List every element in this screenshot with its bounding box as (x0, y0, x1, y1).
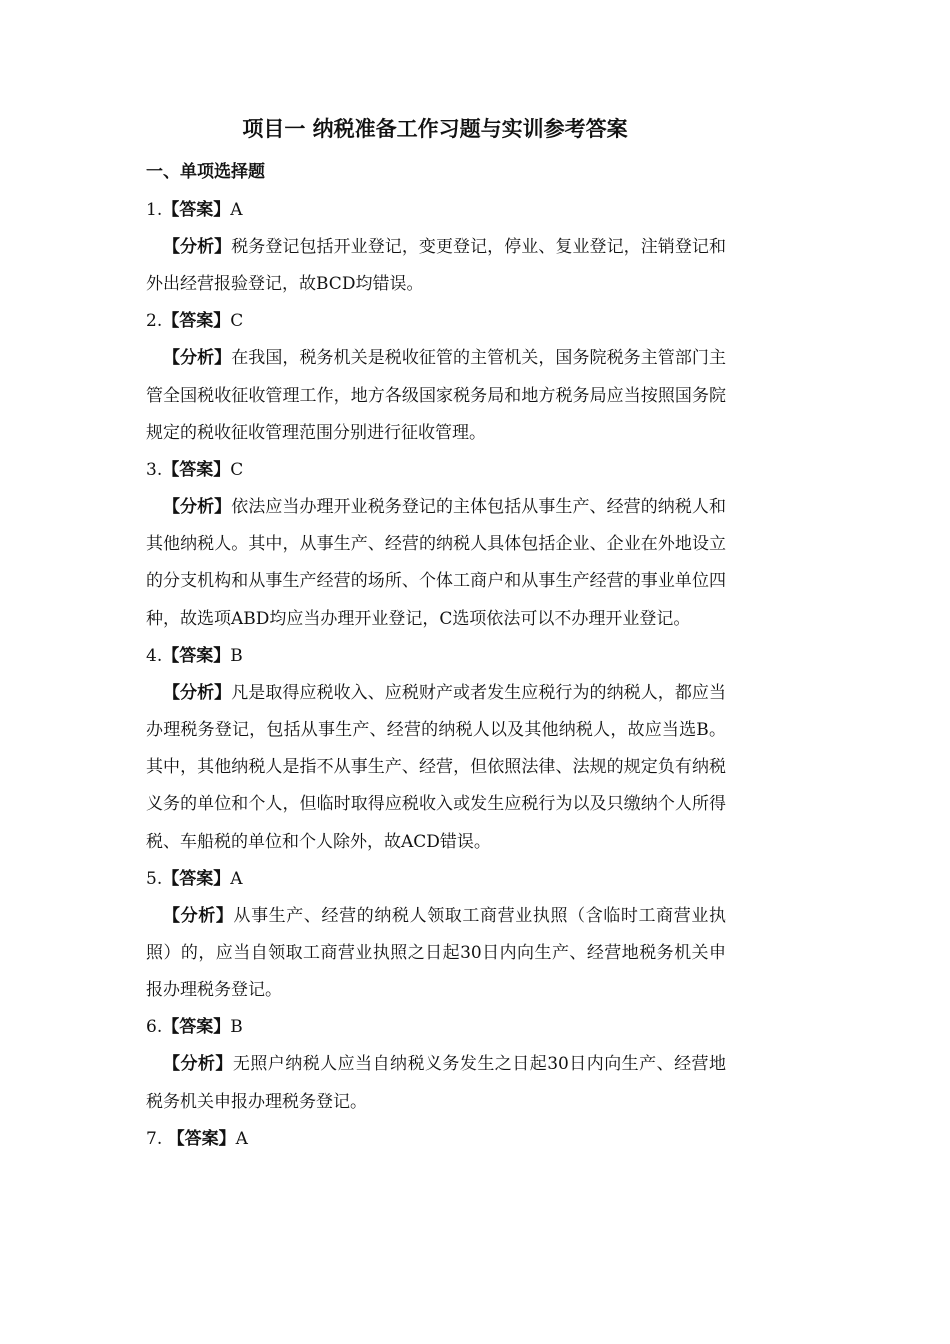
answer-line (146, 192, 726, 229)
question-item-3 (146, 452, 726, 638)
question-number: 4. (146, 645, 163, 666)
answer-label: 【答案】 (162, 460, 231, 481)
page-title: 项目一 纳税准备工作习题与实训参考答案 (242, 117, 628, 141)
answer-value: A (230, 868, 243, 889)
question-number: 7. (146, 1128, 168, 1149)
answer-line (146, 303, 726, 340)
analysis-paragraph (146, 229, 726, 303)
question-number: 5. (146, 868, 163, 889)
answer-label: 【答案】 (167, 1128, 236, 1149)
question-number: 2. (146, 311, 163, 332)
question-number: 6. (146, 1017, 163, 1038)
answer-list (146, 192, 726, 1158)
analysis-text: 依法应当办理开业税务登记的主体包括从事生产、经营的纳税人和其他纳税人。其中，从事生产、经营的纳税人具体包括企业、企业在外地设立的分支机构和从事生产经营的场所、个体工商户和从事生产经营的事业单位四种，故选项ABD均应当办理开业登记，C选项依法可以不办理开业登记。 (146, 497, 726, 629)
analysis-label: 【分析】 (163, 237, 232, 257)
question-item-7 (146, 1121, 726, 1158)
answer-value: B (230, 645, 243, 666)
section-heading: 一、单项选择题 (146, 162, 265, 182)
answer-label: 【答案】 (162, 1017, 231, 1038)
analysis-paragraph (146, 340, 726, 452)
answer-value: C (230, 460, 244, 481)
answer-value: A (230, 200, 243, 220)
question-item-2 (146, 303, 726, 452)
answer-value: B (230, 1017, 243, 1038)
analysis-paragraph (146, 675, 726, 861)
answer-line (146, 1121, 726, 1158)
question-item-1 (146, 192, 726, 303)
question-number: 3. (146, 460, 163, 481)
analysis-paragraph (146, 1046, 726, 1120)
analysis-label: 【分析】 (163, 348, 232, 369)
analysis-label: 【分析】 (163, 905, 234, 926)
question-number: 1. (146, 200, 163, 220)
question-item-4 (146, 638, 726, 861)
question-item-5 (146, 861, 726, 1010)
analysis-text: 无照户纳税人应当自纳税义务发生之日起30日内向生产、经营地税务机关申报办理税务登记。 (146, 1054, 726, 1112)
analysis-text: 从事生产、经营的纳税人领取工商营业执照（含临时工商营业执照）的，应当自领取工商营业执照之日起30日内向生产、经营地税务机关申报办理税务登记。 (146, 905, 727, 1001)
answer-label: 【答案】 (162, 645, 231, 666)
answer-value: C (230, 311, 244, 332)
answer-value: A (235, 1128, 248, 1149)
answer-line (146, 1009, 726, 1046)
analysis-label: 【分析】 (163, 1054, 233, 1075)
answer-line (146, 638, 726, 675)
answer-line (146, 452, 726, 489)
answer-label: 【答案】 (162, 868, 231, 889)
analysis-text: 凡是取得应税收入、应税财产或者发生应税行为的纳税人，都应当办理税务登记，包括从事生产、经营的纳税人以及其他纳税人，故应当选B。其中，其他纳税人是指不从事生产、经营，但依照法律、法规的规定负有纳税义务的单位和个人，但临时取得应税收入或发生应税行为以及只缴纳个人所得税、车船税的单位和个人除外，故ACD错误。 (146, 682, 726, 852)
analysis-label: 【分析】 (163, 682, 232, 703)
answer-label: 【答案】 (162, 311, 231, 332)
analysis-label: 【分析】 (163, 497, 232, 518)
analysis-paragraph (146, 489, 726, 638)
answer-line (146, 861, 726, 898)
analysis-text: 在我国，税务机关是税收征管的主管机关，国务院税务主管部门主管全国税收征收管理工作，地方各级国家税务局和地方税务局应当按照国务院规定的税收征收管理范围分别进行征收管理。 (146, 348, 726, 443)
answer-label: 【答案】 (162, 200, 231, 220)
analysis-paragraph (146, 898, 726, 1010)
question-item-6 (146, 1009, 726, 1120)
analysis-text: 税务登记包括开业登记，变更登记，停业、复业登记，注销登记和外出经营报验登记，故BCD均错误。 (146, 237, 726, 295)
